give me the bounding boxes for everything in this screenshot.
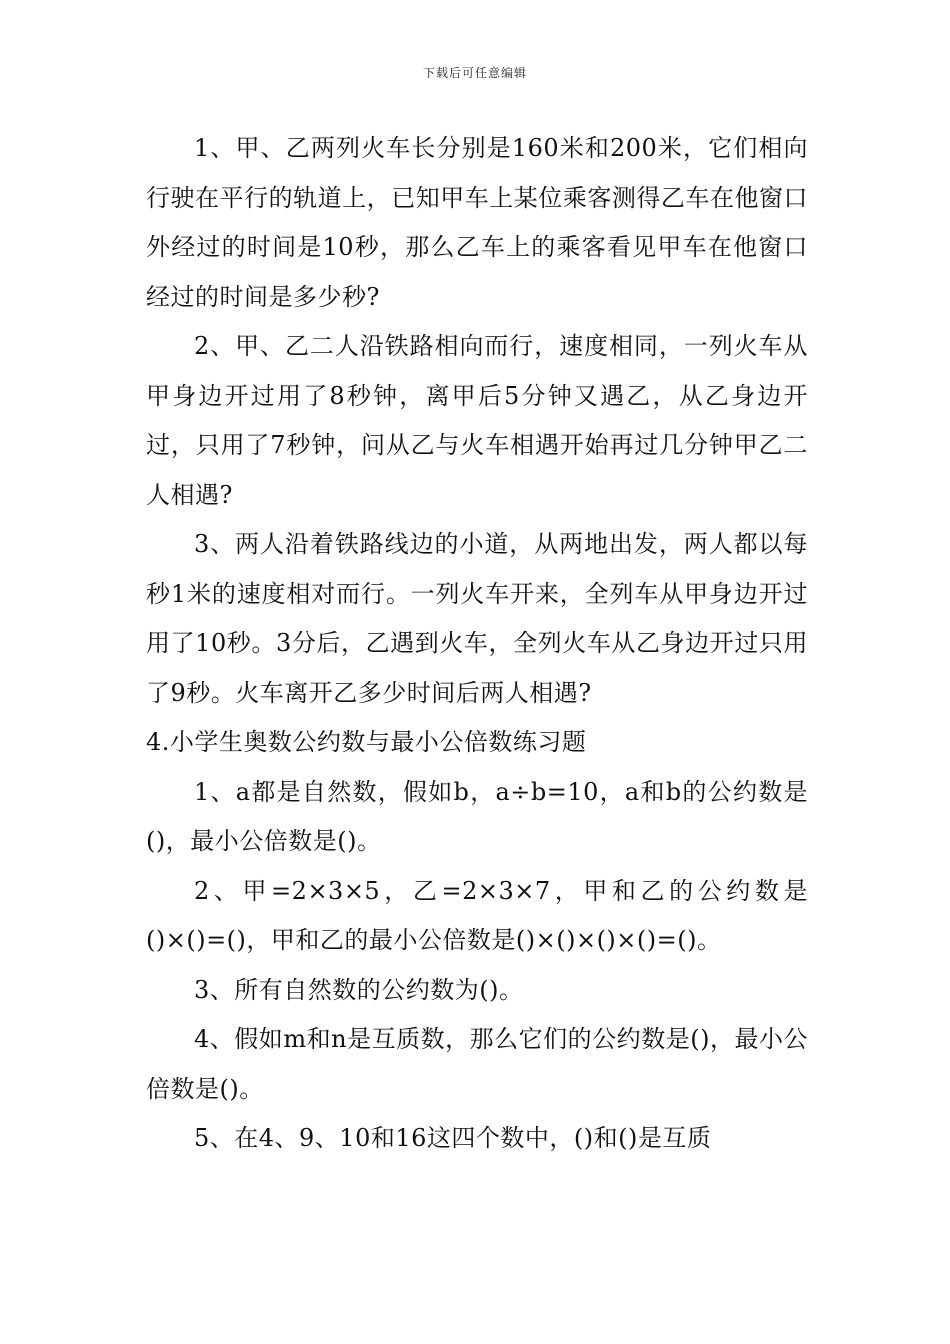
section-title: 4.小学生奥数公约数与最小公倍数练习题 [146, 728, 587, 756]
divisor-problem-3: 3、所有自然数的公约数为()。 [194, 975, 524, 1004]
train-problem-3: 3、两人沿着铁路线边的小道，从两地出发，两人都以每秒1米的速度相对而行。一列火车开来，全列车从甲身边开过用了10秒。3分后，乙遇到火车，全列火车从乙身边开过只用了9秒。火车离开乙多少时间后两人相遇? [146, 530, 808, 707]
train-problem-2: 2、甲、乙二人沿铁路相向而行，速度相同，一列火车从甲身边开过用了8秒钟，离甲后5分钟又遇乙，从乙身边开过，只用了7秒钟，问从乙与火车相遇开始再过几分钟甲乙二人相遇? [146, 332, 808, 509]
divisor-problem-1: 1、a都是自然数，假如b，a÷b=10，a和b的公约数是()，最小公倍数是()。 [146, 777, 808, 855]
document-body [146, 124, 808, 1164]
divisor-problem-5: 5、在4、9、10和16这四个数中，()和()是互质 [194, 1124, 712, 1152]
divisor-problem-4: 4、假如m和n是互质数，那么它们的公约数是()，最小公倍数是()。 [146, 1025, 808, 1103]
page-header: 下载后可任意编辑 [422, 66, 527, 80]
divisor-problem-2: 2、甲=2×3×5，乙=2×3×7，甲和乙的公约数是()×()=()，甲和乙的最小公倍数是()×()×()×()=()。 [146, 876, 808, 954]
train-problem-1: 1、甲、乙两列火车长分别是160米和200米，它们相向行驶在平行的轨道上，已知甲车上某位乘客测得乙车在他窗口外经过的时间是10秒，那么乙车上的乘客看见甲车在他窗口经过的时间是多少秒? [146, 134, 808, 311]
